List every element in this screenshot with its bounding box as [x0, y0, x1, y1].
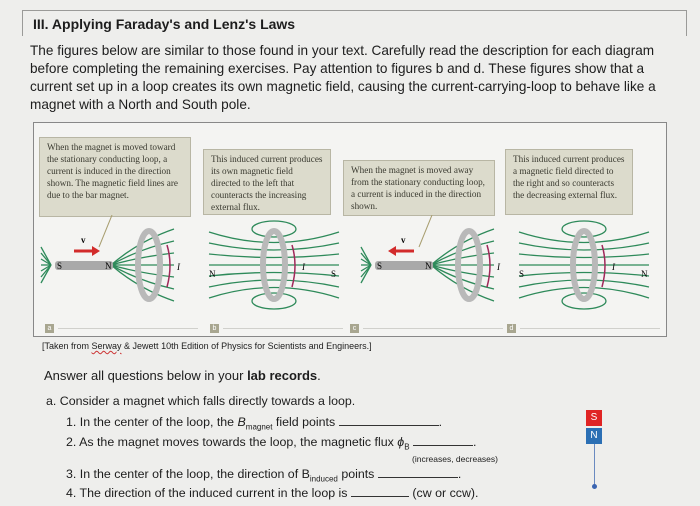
pole-left: S — [377, 261, 383, 271]
diagram-a — [39, 215, 189, 315]
fall-direction-dot — [592, 484, 597, 489]
velocity-label: v — [81, 235, 86, 245]
field-line — [519, 243, 649, 250]
field-line — [209, 280, 339, 287]
velocity-label: v — [401, 235, 406, 245]
current-arrow — [167, 245, 170, 287]
tag-b: b — [210, 324, 219, 333]
pole-right: N — [425, 261, 432, 271]
intro-paragraph: The figures below are similar to those found in your text. Carefully read the description for each diagram before completing the remaining exercises. Pay attention to figures b and d. These figures show that a current set up in a loop creates its own magnetic field, causing the current-carrying-loop to behave like a magnet with a North and South pole. — [30, 43, 656, 112]
diagram-d — [509, 215, 659, 315]
answer-blank-1[interactable] — [339, 425, 439, 426]
field-line — [111, 253, 174, 265]
fall-direction-line — [594, 444, 595, 485]
field-line — [209, 254, 339, 258]
velocity-arrowhead — [92, 246, 100, 256]
field-line — [519, 273, 649, 277]
current-label: I — [302, 262, 305, 272]
pole-left: S — [519, 269, 525, 279]
caption-d: This induced current produces a magnetic field directed to the right and so counteracts the decreasing external flux. — [505, 149, 633, 215]
field-line — [111, 265, 174, 277]
velocity-arrowhead — [388, 246, 396, 256]
tag-c: c — [350, 324, 359, 333]
question-3: 3. In the center of the loop, the direction of $B_{induced}$ points . — [66, 467, 462, 484]
answer-blank-3[interactable] — [378, 477, 458, 478]
answer-blank-2[interactable] — [413, 445, 473, 446]
tag-a: a — [45, 324, 54, 333]
pole-left: N — [209, 269, 216, 279]
tag-d: d — [507, 324, 516, 333]
current-label: I — [497, 262, 500, 272]
pole-right: N — [105, 261, 112, 271]
diagram-c — [359, 215, 509, 315]
hint-increases-decreases: (increases, decreases) — [412, 454, 498, 464]
answer-blank-4[interactable] — [351, 496, 409, 497]
current-label: I — [612, 262, 615, 272]
source-citation: [Taken from Serway & Jewett 10th Edition of Physics for Scientists and Engineers.] — [42, 341, 372, 351]
figure-panel — [33, 122, 667, 337]
question-2: 2. As the magnet moves towards the loop, the magnetic flux $\phi_B$ . — [66, 435, 477, 452]
section-title: III. Applying Faraday's and Lenz's Laws — [22, 10, 687, 36]
pole-left: S — [57, 261, 63, 271]
answer-instruction: Answer all questions below in your lab records. — [44, 368, 321, 383]
field-line — [431, 265, 494, 277]
current-label: I — [177, 262, 180, 272]
caption-b: This induced current produces its own magnetic field directed to the left that counteracts the increasing external flux. — [203, 149, 331, 215]
field-line — [209, 243, 339, 250]
question-1: 1. In the center of the loop, the $B_{magnet}$ field points . — [66, 415, 443, 432]
question-4: 4. The direction of the induced current in the loop is (cw or ccw). — [66, 486, 479, 500]
magnet-north-pole: N — [586, 428, 602, 444]
field-line — [519, 254, 649, 258]
caption-a: When the magnet is moved toward the stationary conducting loop, a current is induced in the direction shown. The magnetic field lines are due to the bar magnet. — [39, 137, 191, 217]
field-line — [209, 273, 339, 277]
magnet-south-pole: S — [586, 410, 602, 426]
pole-right: S — [331, 269, 337, 279]
diagram-b — [199, 215, 349, 315]
current-arrow — [487, 245, 490, 287]
pole-right: N — [641, 269, 648, 279]
caption-c: When the magnet is moved away from the stationary conducting loop, a current is induced in the direction shown. — [343, 160, 495, 216]
field-line — [519, 280, 649, 287]
field-line — [431, 253, 494, 265]
question-a: a. Consider a magnet which falls directly towards a loop. — [46, 394, 356, 408]
